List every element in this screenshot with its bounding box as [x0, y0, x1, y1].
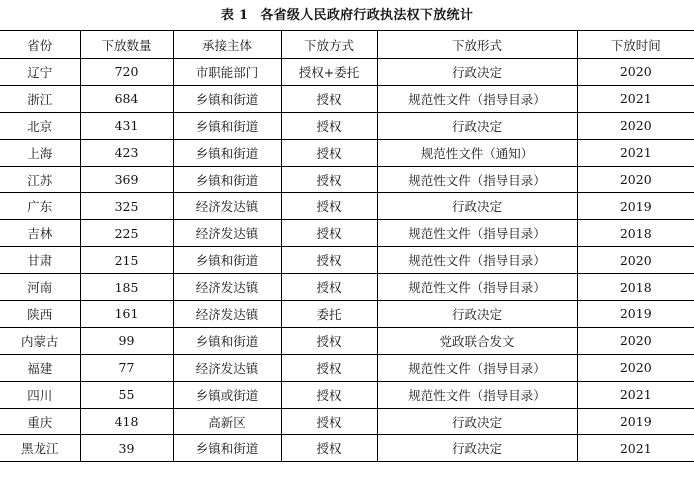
cell-form: 规范性文件（指导目录）	[377, 85, 577, 112]
cell-recipient: 经济发达镇	[173, 301, 281, 328]
table-body	[0, 59, 694, 462]
cell-count: 39	[80, 435, 173, 462]
table-row	[0, 193, 694, 220]
cell-method: 授权	[281, 193, 377, 220]
cell-form: 规范性文件（指导目录）	[377, 166, 577, 193]
cell-recipient: 乡镇或街道	[173, 381, 281, 408]
cell-form: 行政决定	[377, 435, 577, 462]
cell-year: 2019	[577, 408, 694, 435]
table-caption	[0, 4, 694, 23]
cell-province: 吉林	[0, 220, 80, 247]
cell-year: 2020	[577, 166, 694, 193]
table-row	[0, 112, 694, 139]
cell-method: 授权	[281, 220, 377, 247]
cell-recipient: 乡镇和街道	[173, 112, 281, 139]
cell-recipient: 乡镇和街道	[173, 327, 281, 354]
cell-form: 行政决定	[377, 112, 577, 139]
cell-province: 内蒙古	[0, 327, 80, 354]
table-row	[0, 247, 694, 274]
cell-form: 行政决定	[377, 301, 577, 328]
table-row	[0, 166, 694, 193]
cell-form: 规范性文件（指导目录）	[377, 274, 577, 301]
cell-year: 2018	[577, 220, 694, 247]
cell-method: 授权	[281, 408, 377, 435]
cell-count: 99	[80, 327, 173, 354]
cell-year: 2021	[577, 85, 694, 112]
column-header-count: 下放数量	[80, 31, 173, 59]
table-row	[0, 139, 694, 166]
cell-province: 四川	[0, 381, 80, 408]
cell-count: 215	[80, 247, 173, 274]
cell-count: 185	[80, 274, 173, 301]
cell-province: 河南	[0, 274, 80, 301]
column-header-method: 下放方式	[281, 31, 377, 59]
cell-recipient: 经济发达镇	[173, 354, 281, 381]
cell-method: 授权	[281, 274, 377, 301]
cell-province: 北京	[0, 112, 80, 139]
cell-year: 2021	[577, 139, 694, 166]
cell-method: 授权+委托	[281, 59, 377, 86]
cell-count: 161	[80, 301, 173, 328]
column-header-province: 省份	[27, 37, 53, 53]
cell-count: 423	[80, 139, 173, 166]
cell-form: 行政决定	[377, 59, 577, 86]
cell-count: 720	[80, 59, 173, 86]
cell-method: 授权	[281, 327, 377, 354]
table-number: 表 1	[220, 8, 249, 23]
cell-recipient: 经济发达镇	[173, 220, 281, 247]
cell-form: 规范性文件（指导目录）	[377, 354, 577, 381]
statistics-table	[0, 30, 694, 462]
cell-form: 党政联合发文	[377, 327, 577, 354]
cell-year: 2019	[577, 301, 694, 328]
cell-province: 黑龙江	[0, 435, 80, 462]
cell-province: 陕西	[0, 301, 80, 328]
cell-recipient: 经济发达镇	[173, 193, 281, 220]
cell-province: 重庆	[0, 408, 80, 435]
cell-year: 2019	[577, 193, 694, 220]
table-header	[0, 31, 694, 59]
cell-recipient: 乡镇和街道	[173, 247, 281, 274]
table-row	[0, 435, 694, 462]
header-row	[0, 31, 694, 59]
column-header-form: 下放形式	[377, 31, 577, 59]
cell-province: 江苏	[0, 166, 80, 193]
cell-method: 授权	[281, 435, 377, 462]
cell-count: 77	[80, 354, 173, 381]
cell-count: 418	[80, 408, 173, 435]
cell-year: 2018	[577, 274, 694, 301]
cell-method: 授权	[281, 166, 377, 193]
cell-province: 浙江	[0, 85, 80, 112]
cell-form: 规范性文件（通知）	[377, 139, 577, 166]
table-row	[0, 220, 694, 247]
table-row	[0, 408, 694, 435]
cell-recipient: 经济发达镇	[173, 274, 281, 301]
table-row	[0, 381, 694, 408]
cell-province: 福建	[0, 354, 80, 381]
cell-method: 授权	[281, 85, 377, 112]
table-row	[0, 327, 694, 354]
cell-count: 225	[80, 220, 173, 247]
table-row	[0, 274, 694, 301]
cell-province: 辽宁	[27, 64, 53, 80]
cell-year: 2020	[577, 327, 694, 354]
cell-recipient: 乡镇和街道	[173, 435, 281, 462]
cell-form: 行政决定	[377, 193, 577, 220]
cell-method: 授权	[281, 354, 377, 381]
cell-province: 上海	[0, 139, 80, 166]
cell-recipient: 乡镇和街道	[173, 139, 281, 166]
cell-province: 广东	[0, 193, 80, 220]
cell-method: 授权	[281, 139, 377, 166]
cell-year: 2020	[577, 59, 694, 86]
column-header-recipient: 承接主体	[173, 31, 281, 59]
cell-count: 431	[80, 112, 173, 139]
cell-count: 369	[80, 166, 173, 193]
cell-form: 规范性文件（指导目录）	[377, 247, 577, 274]
cell-method: 授权	[281, 247, 377, 274]
cell-form: 规范性文件（指导目录）	[377, 381, 577, 408]
cell-year: 2021	[577, 381, 694, 408]
cell-count: 325	[80, 193, 173, 220]
cell-method: 授权	[281, 112, 377, 139]
cell-year: 2020	[577, 354, 694, 381]
table-row	[0, 59, 694, 86]
cell-method: 委托	[281, 301, 377, 328]
cell-recipient: 高新区	[173, 408, 281, 435]
cell-year: 2021	[577, 435, 694, 462]
cell-count: 55	[80, 381, 173, 408]
table-row	[0, 301, 694, 328]
cell-count: 684	[80, 85, 173, 112]
cell-form: 规范性文件（指导目录）	[377, 220, 577, 247]
column-header-year: 下放时间	[577, 31, 694, 59]
cell-year: 2020	[577, 112, 694, 139]
cell-method: 授权	[281, 381, 377, 408]
cell-year: 2020	[577, 247, 694, 274]
cell-province: 甘肃	[0, 247, 80, 274]
table-row	[0, 354, 694, 381]
cell-recipient: 乡镇和街道	[173, 166, 281, 193]
table-title: 各省级人民政府行政执法权下放统计	[260, 8, 474, 23]
cell-recipient: 市职能部门	[173, 59, 281, 86]
cell-form: 行政决定	[377, 408, 577, 435]
cell-recipient: 乡镇和街道	[173, 85, 281, 112]
table-row	[0, 85, 694, 112]
